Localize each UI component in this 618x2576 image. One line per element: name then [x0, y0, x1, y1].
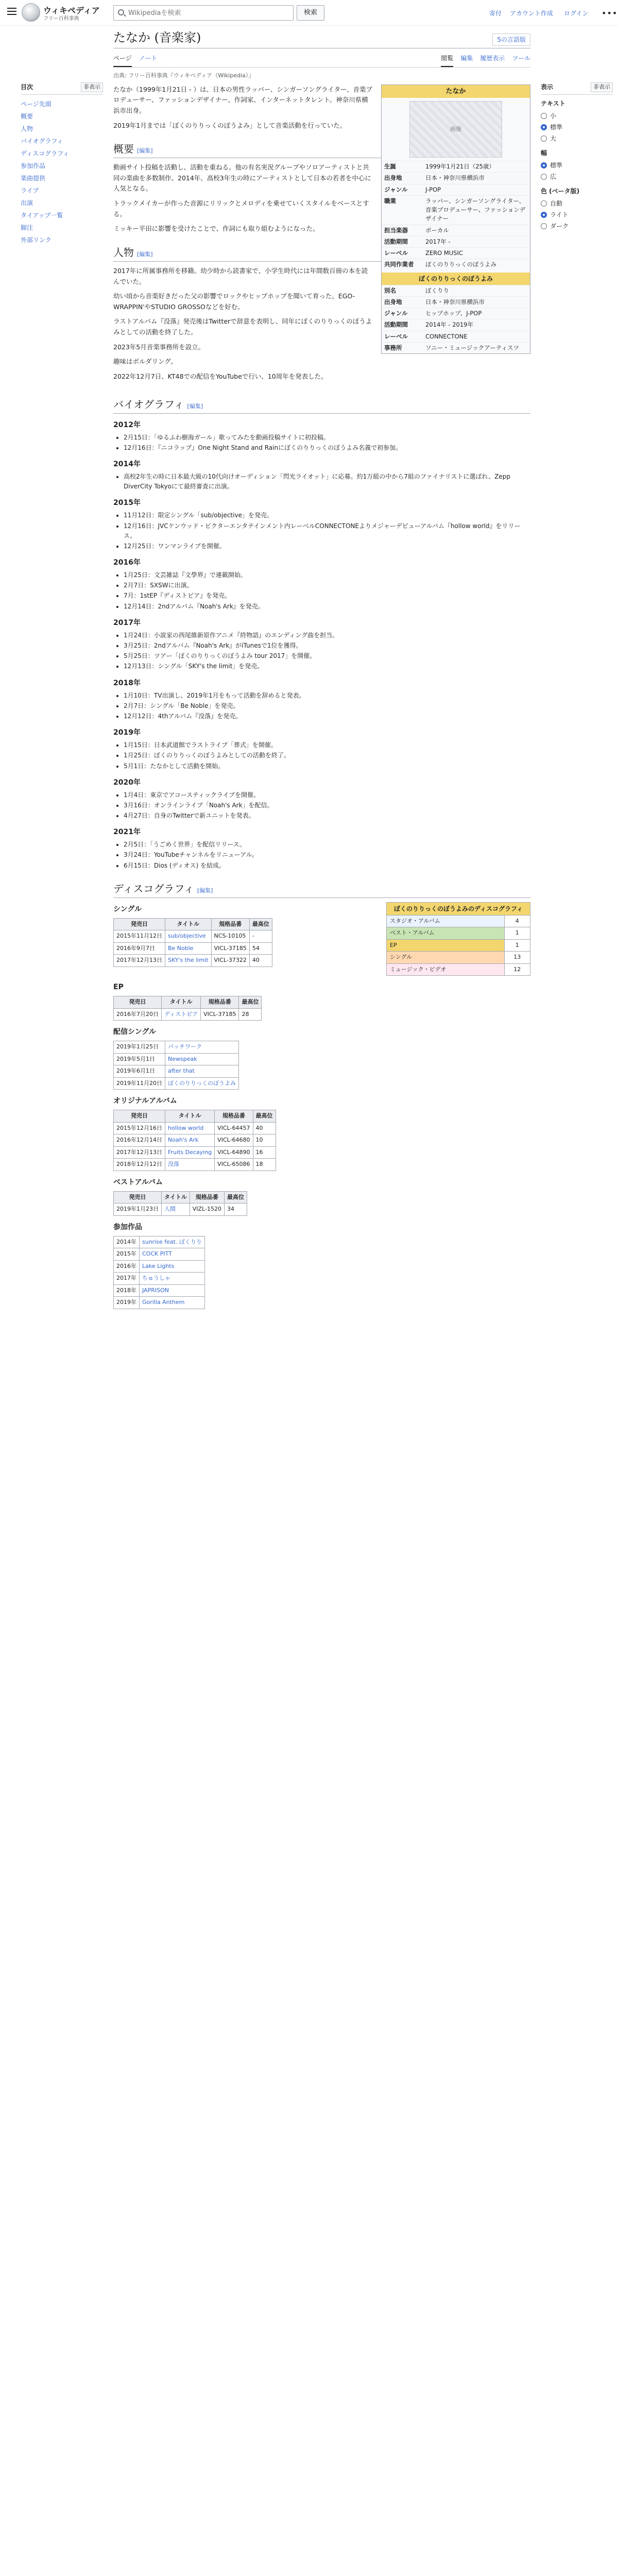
table-cell: VICL-64457	[215, 1122, 253, 1134]
table-cell: VICL-64890	[215, 1146, 253, 1159]
table-cell: 2015年11月12日	[114, 930, 165, 943]
column-header: 規格品番	[211, 918, 249, 930]
infobox-key: 担当楽器	[382, 225, 423, 236]
bio-item: • 1月24日：小説家の西尾維新原作アニメ『終物語』のエンディング曲を担当。	[124, 631, 530, 640]
year-heading: 2012年	[113, 420, 141, 429]
radio-icon[interactable]	[541, 113, 547, 119]
text-size-label: テキスト	[541, 99, 565, 107]
header	[0, 0, 618, 26]
bio-item: • 2月7日：シングル「Be Noble」を発売。	[124, 701, 530, 711]
table-cell[interactable]: ディストピア	[162, 1008, 201, 1021]
wikipedia-logo-icon[interactable]	[22, 3, 40, 22]
create-account-link[interactable]: アカウント作成	[510, 10, 553, 17]
table-cell[interactable]: パッチワーク	[165, 1041, 239, 1054]
toc-hide-button[interactable]: 非表示	[81, 82, 103, 92]
summary-row	[387, 915, 530, 927]
paragraph: 2017年に所属事務所を移籍。幼少時から読書家で、小学生時代には年間数百冊の本を読んでいた。	[113, 266, 368, 285]
summary-value: 12	[504, 963, 530, 976]
table-cell: 2015年12月16日	[114, 1122, 165, 1134]
infobox-key: ジャンル	[382, 184, 423, 195]
width-label: 幅	[541, 149, 547, 157]
column-header: 規格品番	[215, 1110, 253, 1123]
column-header: 発売日	[114, 918, 165, 930]
table-cell[interactable]: ちゅうしゃ	[140, 1273, 205, 1285]
toc-sidebar	[21, 82, 103, 246]
table-cell[interactable]: COCK PITT	[140, 1248, 205, 1261]
table-row	[114, 930, 272, 943]
table-row	[114, 1065, 239, 1078]
column-header: 規格品番	[190, 1191, 224, 1204]
table-row	[114, 1248, 205, 1261]
participation-heading: 参加作品	[113, 1223, 142, 1231]
toc-item[interactable]: 人物	[21, 125, 33, 132]
summary-row	[387, 939, 530, 952]
edit-link[interactable]: [編集]	[187, 402, 203, 410]
bio-item: • 11月12日：限定シングル「sub/objective」を発売。	[124, 511, 530, 520]
radio-icon[interactable]	[541, 223, 547, 229]
bio-item: • 3月16日：オンラインライブ「Noah's Ark」を配信。	[124, 801, 530, 810]
summary-value: 1	[504, 927, 530, 940]
year-heading: 2021年	[113, 828, 141, 837]
section-title: 概要	[113, 143, 134, 156]
column-header: タイトル	[165, 918, 212, 930]
bio-item: • 6月15日：Dios (ディオス) を結成。	[124, 861, 530, 871]
radio-icon[interactable]	[541, 174, 547, 180]
radio-icon[interactable]	[541, 200, 547, 207]
bio-item: • 12月16日：『ニコラップ』One Night Stand and Rainにぼくのりりっくのぼうよみ名義で初参加。	[124, 443, 530, 453]
participation-table	[113, 1236, 205, 1309]
infobox-value: 2017年 -	[423, 236, 530, 247]
infobox-row	[382, 259, 530, 270]
paragraph: 2023年5月音楽事務所を設立。	[113, 343, 205, 351]
table-cell: 2019年5月1日	[114, 1053, 165, 1065]
table-cell[interactable]: sub/objective	[165, 930, 212, 943]
table-cell: 54	[249, 942, 272, 955]
column-header: 発売日	[114, 1110, 165, 1123]
table-cell[interactable]: JAPRISON	[140, 1284, 205, 1297]
infobox-value: 1999年1月21日（25歳）	[423, 161, 530, 173]
toc-item[interactable]: 出演	[21, 199, 33, 207]
table-cell[interactable]: SKY's the limit	[165, 955, 212, 967]
albums-table	[113, 1110, 276, 1171]
table-header-row	[114, 1110, 276, 1123]
radio-icon[interactable]	[541, 135, 547, 142]
infobox-key: 出身地	[382, 296, 423, 308]
edit-link[interactable]: [編集]	[137, 147, 153, 155]
infobox-value: ソニー・ミュージックアーティスツ	[423, 342, 530, 353]
bio-item: • 12月16日：JVCケンウッド・ビクターエンタテインメント内レーベルCONNECTONEよりメジャーデビューアルバム『hollow world』をリリース。	[124, 521, 530, 541]
toc-item[interactable]: 外部リンク	[21, 236, 52, 244]
width-standard-option[interactable]: 標準	[541, 160, 613, 171]
table-cell: VICL-37322	[211, 955, 249, 967]
ep-table	[113, 996, 262, 1021]
bio-list	[113, 472, 530, 492]
paragraph: 2022年12月7日、KT48での配信をYouTubeで行い、10周年を発表した。	[113, 372, 328, 380]
bio-list	[113, 433, 530, 453]
bio-item: • 高校2年生の時に日本最大級の10代向けオーディション「閃光ライオット」に応募。約1万組の中から7組のファイナリストに選ばれ、Zepp DiverCity Tokyoにて最終審査に出演。	[124, 472, 530, 492]
infobox-value: ラッパー、シンガーソングライター、音楽プロデューサー、ファッションデザイナー	[423, 195, 530, 225]
bio-list	[113, 790, 530, 821]
table-row	[114, 1008, 262, 1021]
table-row	[114, 1297, 205, 1309]
tab-read[interactable]: 閲覧	[441, 52, 453, 67]
table-cell: 2018年12月12日	[114, 1159, 165, 1171]
table-cell: 2018年	[114, 1284, 140, 1297]
bio-item: • 7月：1stEP『ディストピア』を発売。	[124, 591, 530, 601]
logo-title[interactable]: ウィキペディア	[43, 6, 100, 15]
table-cell: 2016年12月14日	[114, 1134, 165, 1147]
summary-row	[387, 927, 530, 940]
tab-tools[interactable]: ツール	[512, 55, 530, 62]
year-heading: 2014年	[113, 460, 141, 468]
bio-item: • 12月13日：シングル「SKY's the limit」を発売。	[124, 662, 530, 671]
infobox-value: ZERO MUSIC	[423, 248, 530, 259]
radio-icon[interactable]	[541, 162, 547, 168]
table-cell: 34	[224, 1204, 247, 1216]
table-header-row	[114, 996, 262, 1009]
column-header: タイトル	[162, 1191, 190, 1204]
table-cell: VICL-65086	[215, 1159, 253, 1171]
bio-item: • 2月15日：「ゆるふわ樹海ガール」歌ってみたを動画投稿サイトに初投稿。	[124, 433, 530, 443]
table-cell: 2019年1月25日	[114, 1041, 165, 1054]
table-cell: 10	[253, 1134, 276, 1147]
table-cell[interactable]: Lake Lights	[140, 1260, 205, 1273]
table-cell: 2017年12月13日	[114, 1146, 165, 1159]
menu-icon[interactable]	[7, 8, 16, 15]
table-row	[114, 1077, 239, 1090]
edit-link[interactable]: [編集]	[197, 887, 213, 894]
table-cell: 2019年	[114, 1297, 140, 1309]
infobox-value: CONNECTONE	[423, 331, 530, 342]
paragraph: 趣味はボルダリング。	[113, 358, 177, 366]
column-header: 最高位	[224, 1191, 247, 1204]
summary-row	[387, 963, 530, 976]
table-row	[114, 1053, 239, 1065]
color-light-option[interactable]: ライト	[541, 209, 613, 221]
table-cell: 2019年6月1日	[114, 1065, 165, 1078]
logo-subtitle: フリー百科事典	[43, 16, 79, 22]
infobox-row	[382, 319, 530, 331]
year-heading: 2016年	[113, 558, 141, 567]
summary-title: ぼくのりりっくのぼうよみのディスコグラフィ	[387, 902, 530, 915]
appearance-heading: 表示 非表示	[541, 82, 613, 95]
infobox-value: J-POP	[423, 184, 530, 195]
radio-icon[interactable]	[541, 124, 547, 130]
bio-list	[113, 691, 530, 722]
bio-item: • 12月12日：4thアルバム『没落』を発売。	[124, 711, 530, 721]
year-heading: 2015年	[113, 499, 141, 507]
table-row	[114, 1159, 276, 1171]
donate-link[interactable]: 寄付	[489, 10, 502, 17]
table-row	[114, 1122, 276, 1134]
bio-list	[113, 511, 530, 551]
table-header-row	[114, 918, 272, 930]
bio-list	[113, 570, 530, 612]
paragraph: ミッキー平田に影響を受けたことで、作詞にも取り組むようになった。	[113, 225, 319, 233]
summary-key: ベスト・アルバム	[387, 927, 505, 940]
digital-heading: 配信シングル	[113, 1028, 156, 1037]
toc-item[interactable]: 概要	[21, 112, 33, 120]
paragraph: 幼い頃から音楽好きだった父の影響でロックやヒップホップを聞いて育った。EGO-WRAPPIN'やSTUDIO GROSSOなどを好む。	[113, 292, 355, 311]
infobox-key: 活動期間	[382, 319, 423, 331]
table-cell: 40	[249, 955, 272, 967]
toc-item[interactable]: 脚注	[21, 224, 33, 231]
ep-heading: EP	[113, 983, 124, 992]
table-cell: 2014年	[114, 1236, 140, 1248]
table-row	[114, 1041, 239, 1054]
column-header: 最高位	[239, 996, 262, 1009]
table-cell: 2019年1月23日	[114, 1204, 162, 1216]
singles-table	[113, 918, 272, 967]
toc-item[interactable]: 楽曲提供	[21, 174, 46, 182]
table-cell: VIZL-1520	[190, 1204, 224, 1216]
summary-key: シングル	[387, 952, 505, 964]
infobox-row	[382, 248, 530, 259]
infobox-row	[382, 331, 530, 342]
search-button[interactable]: 検索	[297, 5, 324, 21]
column-header: タイトル	[165, 1110, 215, 1123]
table-cell[interactable]: ぼくのりりっくのぼうよみ	[165, 1077, 239, 1090]
color-label: 色 (ベータ版)	[541, 187, 580, 195]
more-icon[interactable]: •••	[602, 8, 618, 18]
text-standard-option[interactable]: 標準	[541, 122, 613, 133]
bio-item: • 1月10日：TV出演し、2019年1月をもって活動を辞めると発表。	[124, 691, 530, 701]
infobox-row	[382, 195, 530, 225]
infobox-value: 2014年 - 2019年	[423, 319, 530, 331]
infobox-key: 生誕	[382, 161, 423, 173]
table-row	[114, 955, 272, 967]
bio-item: • 5月25日：ツアー「ぼくのりりっくのぼうよみ tour 2017」を開催。	[124, 651, 530, 661]
bio-item: • 1月25日：文芸雑誌『文學界』で連載開始。	[124, 570, 530, 580]
appearance-sidebar	[541, 82, 613, 232]
table-row	[114, 1204, 247, 1216]
color-dark-option[interactable]: ダーク	[541, 221, 613, 232]
best-table	[113, 1191, 247, 1216]
infobox-value: 日本・神奈川県横浜市	[423, 296, 530, 308]
edit-link[interactable]: [編集]	[137, 250, 153, 258]
infobox-key: レーベル	[382, 248, 423, 259]
infobox-key: 活動期間	[382, 236, 423, 247]
table-cell[interactable]: Gorilla Anthem	[140, 1297, 205, 1309]
table-cell: VICL-37185	[201, 1008, 239, 1021]
table-row	[114, 1260, 205, 1273]
tab-edit[interactable]: 編集	[460, 55, 473, 62]
table-row	[114, 1134, 276, 1147]
toc-item[interactable]: タイアップ一覧	[21, 211, 63, 219]
year-heading: 2019年	[113, 728, 141, 737]
table-row	[114, 942, 272, 955]
page-title: たなか (音楽家)	[113, 30, 201, 45]
table-header-row	[114, 1191, 247, 1204]
singles-heading: シングル	[113, 905, 142, 913]
table-cell: 2019年11月20日	[114, 1077, 165, 1090]
best-heading: ベストアルバム	[113, 1178, 163, 1187]
table-cell: 28	[239, 1008, 262, 1021]
bio-item: • 12月25日：ワンマンライブを開催。	[124, 541, 530, 551]
summary-header-row	[387, 902, 530, 915]
table-cell: VICL-64680	[215, 1134, 253, 1147]
bio-list	[113, 631, 530, 672]
infobox-key: 出身地	[382, 173, 423, 184]
appearance-hide-button[interactable]: 非表示	[591, 82, 613, 92]
toc-item[interactable]: ディスコグラフィ	[21, 149, 70, 157]
bio-item: • 1月15日：日本武道館でラストライブ「葬式」を開催。	[124, 740, 530, 750]
section-title: 人物	[113, 246, 134, 259]
discography-summary	[386, 902, 530, 976]
radio-icon[interactable]	[541, 212, 547, 218]
summary-row	[387, 952, 530, 964]
bio-item: • 1月4日：東京でアコースティックライブを開催。	[124, 790, 530, 800]
table-cell[interactable]: 没落	[165, 1159, 215, 1171]
bio-item: • 2月7日：SXSWに出演。	[124, 581, 530, 590]
infobox-key: 別名	[382, 285, 423, 296]
page-tabs	[113, 52, 530, 67]
year-heading: 2018年	[113, 679, 141, 687]
albums-heading: オリジナルアルバム	[113, 1097, 177, 1106]
infobox-key: 共同作業者	[382, 259, 423, 270]
infobox-key: ジャンル	[382, 308, 423, 319]
text-large-option[interactable]: 大	[541, 133, 613, 144]
infobox-row	[382, 285, 530, 296]
tab-page[interactable]: ページ	[113, 52, 132, 67]
search-box	[113, 5, 294, 21]
table-cell: NCS-10105	[211, 930, 249, 943]
summary-value: 4	[504, 915, 530, 927]
bio-list	[113, 840, 530, 871]
table-cell: 18	[253, 1159, 276, 1171]
toc-item[interactable]: 参加作品	[21, 162, 46, 170]
source-note: 出典: フリー百科事典『ウィキペディア（Wikipedia）』	[113, 72, 254, 79]
infobox-row	[382, 225, 530, 236]
bio-list	[113, 740, 530, 771]
infobox-key: 事務所	[382, 342, 423, 353]
disco-heading: ディスコグラフィ [編集]	[113, 881, 530, 898]
infobox-value: ぼくりり	[423, 285, 530, 296]
table-cell[interactable]: Be Noble	[165, 942, 212, 955]
tab-talk[interactable]: ノート	[139, 55, 158, 62]
column-header: 発売日	[114, 996, 162, 1009]
bio-item: • 3月24日：YouTubeチャンネルをリニューアル。	[124, 850, 530, 860]
infobox-row	[382, 184, 530, 195]
infobox-row	[382, 342, 530, 353]
infobox-row	[382, 161, 530, 173]
color-auto-option[interactable]: 自動	[541, 198, 613, 209]
table-cell: 2015年	[114, 1248, 140, 1261]
table-row	[114, 1273, 205, 1285]
digital-table	[113, 1041, 239, 1090]
infobox-value: ヒップホップ、J-POP	[423, 308, 530, 319]
intro-paragraph: たなか（1999年1月21日 - ）は、日本の男性ラッパー、シンガーソングライター、音楽プロデューサー、ファッションデザイナー、作詞家、インターネットタレント。神奈川県横浜市出身。	[113, 85, 372, 114]
table-cell: VICL-37185	[211, 942, 249, 955]
table-row	[114, 1284, 205, 1297]
table-cell[interactable]: 人間	[162, 1204, 190, 1216]
infobox-key: 職業	[382, 195, 423, 225]
bio-item: • 2月5日：「うごめく世界」を配信リリース。	[124, 840, 530, 850]
table-cell: 2017年	[114, 1273, 140, 1285]
table-cell[interactable]: Noah's Ark	[165, 1134, 215, 1147]
summary-value: 1	[504, 939, 530, 952]
toc-item[interactable]: バイオグラフィ	[21, 137, 63, 145]
column-header: 発売日	[114, 1191, 162, 1204]
column-header: 規格品番	[201, 996, 239, 1009]
bio-item: • 3月25日：2ndアルバム『Noah's Ark』がiTunesで1位を獲得。	[124, 641, 530, 651]
bio-item: • 5月1日：たなかとして活動を開始。	[124, 761, 530, 771]
tab-history[interactable]: 履歴表示	[480, 55, 505, 62]
table-cell[interactable]: Fruits Decaying	[165, 1146, 215, 1159]
infobox-value: ぼくのりりっくのぼうよみ	[423, 259, 530, 270]
table-cell: 16	[253, 1146, 276, 1159]
summary-key: スタジオ・アルバム	[387, 915, 505, 927]
infobox-row	[382, 236, 530, 247]
table-cell[interactable]: Newspeak	[165, 1053, 239, 1065]
intro-paragraph: 2019年1月までは「ぼくのりりっくのぼうよみ」として音楽活動を行っていた。	[113, 121, 347, 129]
bio-item: • 1月25日：ぼくのりりっくのぼうよみとしての活動を終了。	[124, 751, 530, 760]
table-cell: 2016年9月7日	[114, 942, 165, 955]
login-link[interactable]: ログイン	[564, 10, 589, 17]
bio-item: • 12月14日：2ndアルバム『Noah's Ark』を発売。	[124, 602, 530, 612]
paragraph: 動画サイト投稿を活動し、活動を重ねる。他の有名実況グループやソロアーティストと共同の楽曲を多数制作。2014年、高校3年生の時にアーティストとして日本の若者を中心に人気となる。	[113, 163, 371, 193]
paragraph: ラストアルバム『没落』発売後はTwitterで辞意を表明し、同年にぼくのりりっくのぼうよみとしての活動を終了した。	[113, 317, 372, 336]
bio-item: • 4月27日：自身のTwitterで新ユニットを発表。	[124, 811, 530, 821]
infobox-row	[382, 296, 530, 308]
width-wide-option[interactable]: 広	[541, 171, 613, 182]
infobox-key: レーベル	[382, 331, 423, 342]
year-heading: 2017年	[113, 618, 141, 627]
summary-key: EP	[387, 939, 505, 952]
table-cell[interactable]: hollow world	[165, 1122, 215, 1134]
portrait-image: 画像	[409, 101, 502, 158]
infobox-title: たなか	[382, 85, 530, 98]
table-cell[interactable]: after that	[165, 1065, 239, 1078]
paragraph: トラックメイカーが作った音源にリリックとメロディを乗せていくスタイルをベースとする。	[113, 199, 369, 218]
toc-item[interactable]: ライブ	[21, 187, 39, 194]
year-heading: 2020年	[113, 778, 141, 787]
search-icon	[118, 9, 124, 15]
language-button[interactable]: 5の言語版	[492, 33, 530, 46]
infobox-value: ボーカル	[423, 225, 530, 236]
toc-item[interactable]: ページ先頭	[21, 100, 52, 108]
bio-heading: バイオグラフィ [編集]	[113, 397, 530, 414]
article	[113, 30, 530, 1315]
table-cell: 2017年12月13日	[114, 955, 165, 967]
summary-key: ミュージック・ビデオ	[387, 963, 505, 976]
column-header: 最高位	[249, 918, 272, 930]
text-small-option[interactable]: 小	[541, 110, 613, 122]
infobox-title-2: ぼくのりりっくのぼうよみ	[382, 273, 530, 285]
table-row	[114, 1236, 205, 1248]
table-cell: -	[249, 930, 272, 943]
table-cell[interactable]: sunrise feat. ぼくりり	[140, 1236, 205, 1248]
column-header: タイトル	[162, 996, 201, 1009]
summary-value: 13	[504, 952, 530, 964]
column-header: 最高位	[253, 1110, 276, 1123]
table-cell: 2016年7月20日	[114, 1008, 162, 1021]
table-cell: 40	[253, 1122, 276, 1134]
infobox	[381, 84, 530, 354]
table-row	[114, 1146, 276, 1159]
table-cell: 2016年	[114, 1260, 140, 1273]
toc-heading: 目次 非表示	[21, 82, 103, 95]
infobox-value: 日本・神奈川県横浜市	[423, 173, 530, 184]
infobox-row	[382, 173, 530, 184]
infobox-row	[382, 308, 530, 319]
search-input[interactable]	[128, 8, 288, 18]
